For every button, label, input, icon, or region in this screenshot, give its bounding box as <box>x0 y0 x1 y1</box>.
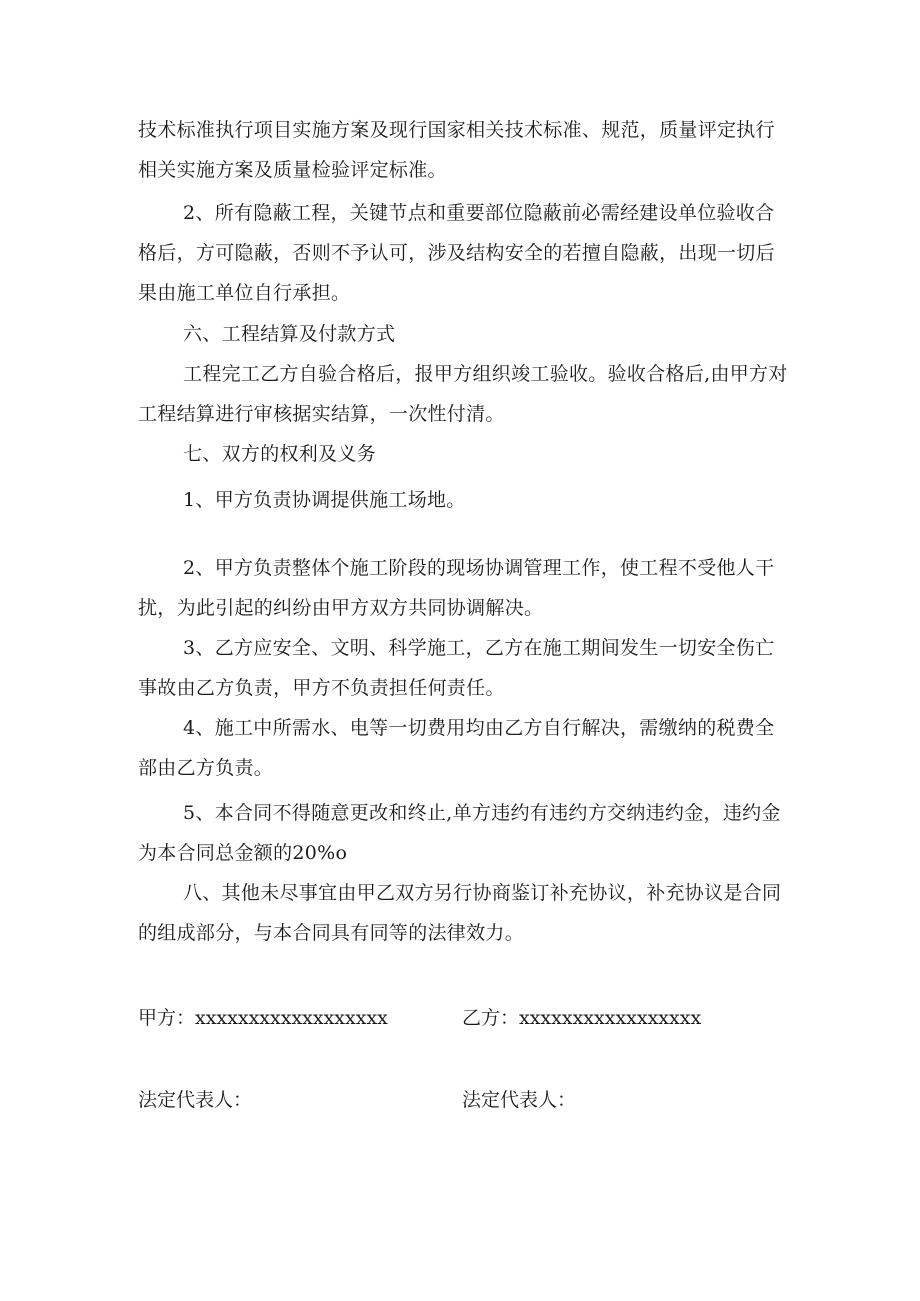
paragraph-technical-standards: 技术标准执行项目实施方案及现行国家相关技术标准、规范，质量评定执行相关实施方案及质量检验评定标准。 <box>138 119 775 181</box>
section-heading-rights: 七、双方的权利及义务 <box>183 443 377 465</box>
section-heading-other-matters: 八、其他未尽事宜由甲乙双方另行协商鉴订补充协议，补充协议是合同的组成部分，与本合同具有同等的法律效力。 <box>138 882 782 944</box>
signature-party-b: 乙方：xxxxxxxxxxxxxxxxx <box>462 1007 702 1029</box>
paragraph-rights-4: 4、施工中所需水、电等一切费用均由乙方自行解决，需缴纳的税费全部由乙方负责。 <box>138 717 775 779</box>
paragraph-rights-1: 1、甲方负责协调提供施工场地。 <box>183 489 466 511</box>
signature-rep-b: 法定代表人： <box>462 1089 577 1111</box>
paragraph-concealed-works: 2、所有隐蔽工程，关键节点和重要部位隐蔽前必需经建设单位验收合格后，方可隐蔽，否则不予认可，涉及结构安全的若擅自隐蔽，出现一切后果由施工单位自行承担。 <box>138 202 775 304</box>
paragraph-rights-2: 2、甲方负责整体个施工阶段的现场协调管理工作，使工程不受他人干扰，为此引起的纠纷由甲方双方共同协调解决。 <box>138 557 775 619</box>
paragraph-rights-3: 3、乙方应安全、文明、科学施工，乙方在施工期间发生一切安全伤亡事故由乙方负责，甲方不负责担任何责任。 <box>138 637 775 699</box>
signature-rep-a: 法定代表人： <box>138 1089 253 1111</box>
section-heading-settlement: 六、工程结算及付款方式 <box>183 323 396 345</box>
paragraph-settlement: 工程完工乙方自验合格后，报甲方组织竣工验收。验收合格后,由甲方对工程结算进行审核据实结算，一次性付清。 <box>138 363 788 425</box>
paragraph-rights-5: 5、本合同不得随意更改和终止,单方违约有违约方交纳违约金，违约金为本合同总金额的20%o <box>138 802 781 864</box>
signature-party-a: 甲方：xxxxxxxxxxxxxxxxxx <box>138 1007 388 1029</box>
